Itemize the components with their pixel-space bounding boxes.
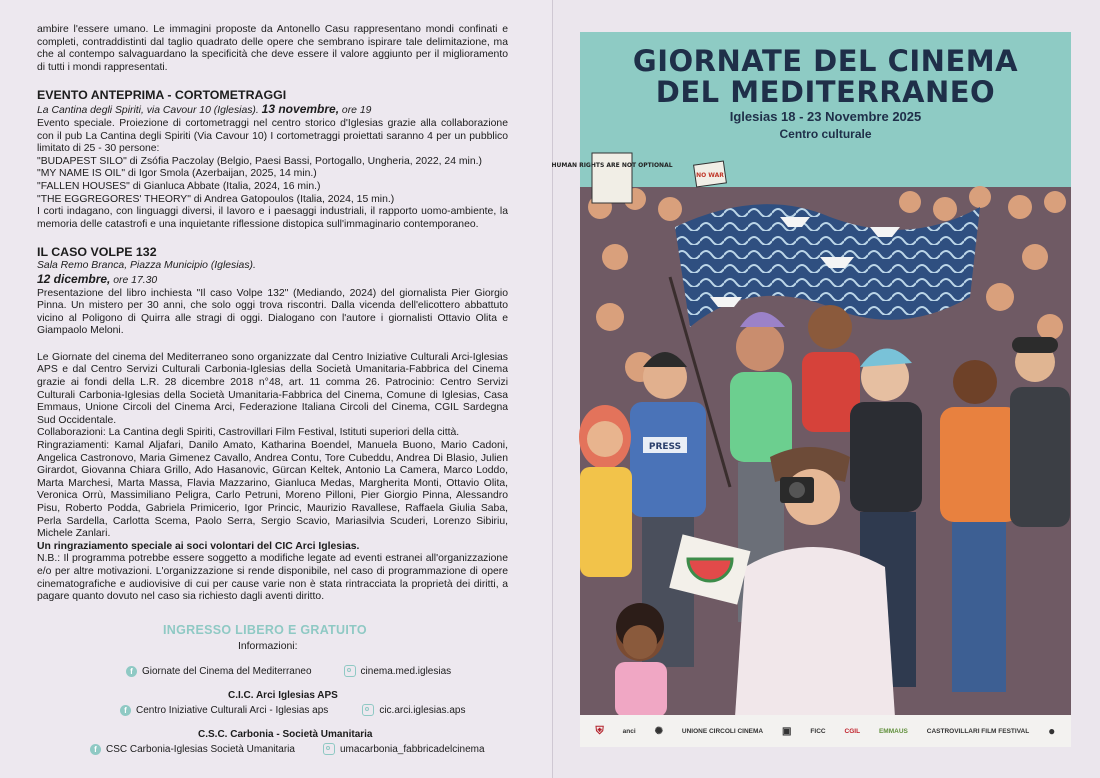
intro-text: ambire l'essere umano. Le immagini proposte da Antonello Casu rappresentano mondi confinati e completi, contraddistinti dal taglio quadrato delle opere che sembrano ispirare tale delimitazione, ma che al contempo salvaguardano la specificità che deve essere il valore aggiunto per il miglioramento di tutti i mondi rappresentati. bbox=[37, 24, 508, 73]
no-war-text: NO WAR bbox=[696, 172, 724, 179]
film-item: "FALLEN HOUSES" di Gianluca Abbate (Italia, 2024, 16 min.) bbox=[37, 180, 321, 192]
program-column bbox=[37, 24, 508, 604]
facebook-icon: f bbox=[120, 705, 131, 716]
facebook-link[interactable]: CSC Carbonia-Iglesias Società Umanitaria bbox=[106, 743, 295, 755]
event1-closing: I corti indagano, con linguaggi diversi, il lavoro e i paesaggi industriali, il rapporto uomo-ambiente, la memoria delle catastrofi e una inquietante riflessione distopica sull'immaginario contemporaneo. bbox=[37, 206, 508, 230]
crowd-illustration bbox=[551, 147, 1071, 717]
event2-date: 12 dicembre, bbox=[37, 271, 111, 286]
poster-venue: Centro culturale bbox=[779, 127, 872, 141]
instagram-icon bbox=[344, 665, 356, 677]
sponsor-logos bbox=[580, 715, 1071, 747]
anci-logo: anci bbox=[622, 727, 636, 735]
film-item: "MY NAME IS OIL" di Igor Smola (Azerbaijan, 2025, 14 min.) bbox=[37, 168, 317, 180]
sign-text: HUMAN RIGHTS ARE NOT OPTIONAL bbox=[551, 162, 673, 169]
event1-title: EVENTO ANTEPRIMA - CORTOMETRAGGI bbox=[37, 88, 287, 103]
right-page bbox=[553, 0, 1100, 778]
event1-body: Evento speciale. Proiezione di cortometraggi nel centro storico d'Iglesias grazie alla collaborazione con il pub La Cantina degli Spiriti (Via Cavour 10) I cortometraggi proiettati saranno 4 per un pubblico limitato di 25 - 30 persone: bbox=[37, 117, 508, 155]
instagram-link[interactable]: cic.arci.iglesias.aps bbox=[379, 704, 466, 716]
nb-text: N.B.: Il programma potrebbe essere soggetto a modifiche legate ad eventi estranei all'organizzazione e/o per altre motivazioni. L'organizzazione si rende disponibile, nel caso di programmazione di opere cinematografiche e audiovisive di cui per cause varie non è stata rintracciata la proprietà dei diritti, a pagare quanto dovuto nel caso sia richiesto dagli aventi diritto. bbox=[37, 553, 508, 603]
figure-hijab bbox=[579, 405, 632, 577]
protest-sign bbox=[592, 153, 632, 203]
instagram-link[interactable]: umacarbonia_fabbricadelcinema bbox=[339, 743, 485, 755]
circle-logo: ● bbox=[1048, 723, 1056, 738]
poster-dates: Iglesias 18 - 23 Novembre 2025 bbox=[729, 109, 922, 124]
facebook-link[interactable]: Centro Iniziative Culturali Arci - Iglesias aps bbox=[136, 704, 329, 716]
event2-time: ore 17.30 bbox=[110, 274, 158, 286]
poster-title-line2: DEL MEDITERRANEO bbox=[655, 75, 996, 109]
film-item: "THE EGGREGORES' THEORY" di Andrea Gatopoulos (Italia, 2024, 15 min.) bbox=[37, 193, 395, 205]
event2-body: Presentazione del libro inchiesta "Il caso Volpe 132" (Mediando, 2024) del giornalista Pier Giorgio Pinna. Un mistero per 30 anni, che solo oggi trova riscontri. Dalla vicenda dell'elicottero abbattuto vicino al Poligono di Quirra alle stragi di oggi. Dialogano con l'autore i giornalisti Ottavio Olita e Giampaolo Meloni. bbox=[37, 287, 508, 337]
event2-title: IL CASO VOLPE 132 bbox=[37, 245, 157, 260]
org-name-1: C.I.C. Arci Iglesias APS bbox=[228, 690, 338, 701]
festival-poster bbox=[551, 32, 1071, 747]
ficc-logo: FICC bbox=[810, 727, 826, 735]
crest-logo: ⛨ bbox=[595, 724, 604, 737]
info-title: Informazioni: bbox=[238, 641, 298, 652]
special-thanks: Un ringraziamento speciale ai soci volontari del CIC Arci Iglesias. bbox=[37, 540, 360, 552]
thanks-text: Ringraziamenti: Kamal Aljafari, Danilo Amato, Katharina Boendel, Manuela Buono, Mario Cadoni, Angelica Castronovo, Maria Gimenez Cavallo, Andrea Contu, Tore Cubeddu, Andrea Di Blasio, Julien Girardot, Giovanna Chiara Grillo, Ado Hasanovic, Gürcan Keltek, Antonio La Camera, Marco Loddo, Marta Marchesi, Marta Massa, Flavia Mazzarino, Gianluca Medas, Margherita Monti, Ottavio Olita, Veronica Orrù, Massimiliano Peligra, Carlo Petruni, Moreno Pilloni, Pier Giorgio Pinna, Alessandro Pisu, Roberto Podda, Gabriela Primicerio, Igor Princic, Maurizio Ravallese, Raffaela Giulia Saba, Perla Sardella, Carlotta Scema, Paolo Serra, Sergio Scavio, Mariasilvia Scuderi, Lorenzo Sibiriu, Michele Zanlari. bbox=[37, 440, 508, 540]
film-logo: ▣ bbox=[782, 725, 792, 737]
instagram-link[interactable]: cinema.med.iglesias bbox=[360, 665, 452, 677]
org-name-2: C.S.C. Carbonia - Società Umanitaria bbox=[198, 729, 373, 740]
instagram-icon bbox=[323, 743, 335, 755]
region-logo: ✺ bbox=[654, 725, 663, 737]
poster-title bbox=[580, 46, 1071, 108]
castrovillari-logo: CASTROVILLARI FILM FESTIVAL bbox=[926, 727, 1030, 735]
emmaus-logo: EMMAUS bbox=[878, 727, 908, 735]
instagram-icon bbox=[362, 704, 374, 716]
event1-time: ore 19 bbox=[339, 105, 372, 117]
event2-venue: Sala Remo Branca, Piazza Municipio (Iglesias). bbox=[37, 260, 256, 272]
film-item: "BUDAPEST SILO" di Zsófia Paczolay (Belgio, Paesi Bassi, Portogallo, Ungheria, 2022, 24 min.) bbox=[37, 155, 482, 167]
facebook-icon: f bbox=[90, 744, 101, 755]
contact-row-3 bbox=[90, 743, 485, 755]
collab-text: Collaborazioni: La Cantina degli Spiriti, Castrovillari Film Festival, Istituti superiori della città. bbox=[37, 427, 460, 439]
event1-venue: La Cantina degli Spiriti, via Cavour 10 (Iglesias). bbox=[37, 105, 259, 117]
press-text: PRESS bbox=[648, 442, 682, 452]
facebook-link[interactable]: Giornate del Cinema del Mediterraneo bbox=[142, 665, 312, 677]
cgil-logo: CGIL bbox=[844, 727, 861, 735]
circoli-logo: UNIONE CIRCOLI CINEMA bbox=[681, 727, 764, 735]
contact-row-1 bbox=[126, 665, 451, 677]
facebook-icon: f bbox=[126, 666, 137, 677]
event1-date: 13 novembre, bbox=[261, 102, 340, 117]
credits-text: Le Giornate del cinema del Mediterraneo sono organizzate dal Centro Iniziative Culturali Arci-Iglesias APS e dal Centro Servizi Culturali Carbonia-Iglesias della Società Umanitaria-Fabbrica del Cinema grazie ai fondi della L.R. 28 dicembre 2018 n°48, art. 11 comma 26. Patrocinio: Centro Servizi Culturali Carbonia-Iglesias della Società Umanitaria-Fabbrica del Cinema, Comune di Iglesias, Casa Emmaus, Unione Circoli del Cinema Arci, Federazione Italiana Circoli del Cinema, CGIL Sardegna Sud Occidentale. bbox=[37, 351, 508, 426]
ingresso-heading: INGRESSO LIBERO E GRATUITO bbox=[163, 623, 367, 637]
poster-title-line1: GIORNATE DEL CINEMA bbox=[632, 44, 1019, 78]
contact-row-2 bbox=[120, 704, 465, 716]
